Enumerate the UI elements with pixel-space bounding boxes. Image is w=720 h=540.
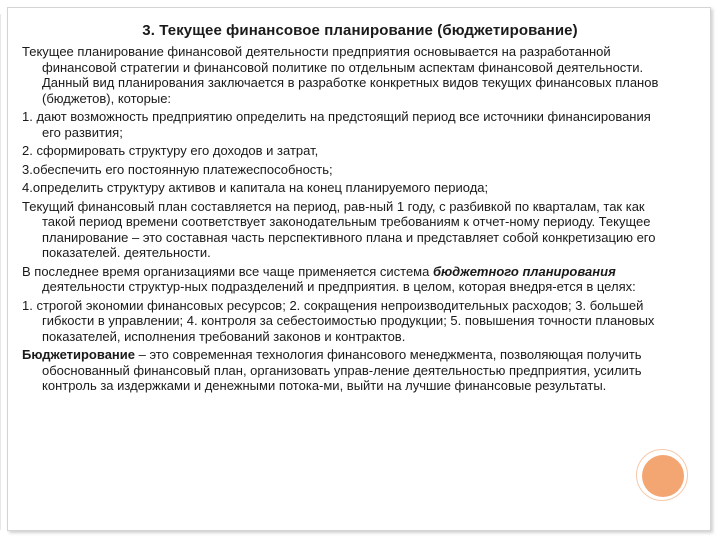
list-item-1: 1. дают возможность предприятию определить на предстоящий период все источники финансирования его развития; — [22, 109, 651, 140]
paragraph-goals-list: 1. строгой экономии финансовых ресурсов; 2. сокращения непроизводительных расходов; 3. большей гибкости в управлении; 4. контроля за себестоимостью продукции; 5. повышения точности плановых показателей, исполнения требований законов и контрактов. — [22, 297, 655, 344]
list-item-3: 3.обеспечить его постоянную платежеспособность; — [22, 161, 333, 177]
budget-system-text-before: В последнее время организациями все чаще применяется система — [22, 263, 433, 279]
list-item-2: 2. сформировать структуру его доходов и затрат, — [22, 143, 319, 158]
budgeting-definition-text: – это современная технология финансового менеджмента, позволяющая получить обоснованный финансовый план, организовать управ-ление деятельностью предприятия, усилить контроль за издержками и денежными потока-ми, выйти на лучшие финансовые результаты. — [42, 347, 642, 393]
budget-system-text-after: деятельности структур-ных подразделений и предприятия. в целом, которая внедря-ется в целях: — [42, 279, 636, 294]
paragraph-current-plan: Текущий финансовый план составляется на период, рав-ный 1 году, с разбивкой по кварталам, так как такой период времени соответствует законодательным требованиям к отчет-ному периоду. Текущее планирование – это составная часть перспективного плана и представляет собой конкретизацию его показателей. деятельности. — [22, 198, 656, 260]
budgeting-term: Бюджетирование — [22, 347, 135, 362]
decorative-orange-circle — [642, 455, 684, 497]
paragraph-budgeting-definition — [22, 347, 672, 394]
paragraph-budget-system — [22, 264, 672, 295]
frame-edge-line — [0, 14, 1, 530]
paragraph-intro: Текущее планирование финансовой деятельности предприятия основывается на разработанной финансовой стратегии и финансовой политике по отдельным аспектам финансовой деятельности. Данный вид планирования заключается в разработке конкретных видов текущих финансовых планов (бюджетов), которые: — [22, 44, 659, 106]
slide-title: 3. Текущее финансовое планирование (бюджетирование) — [142, 22, 578, 39]
slide-body — [22, 44, 672, 397]
budget-planning-term: бюджетного планирования — [432, 263, 616, 279]
list-item-4: 4.определить структуру активов и капитала на конец планируемого периода; — [22, 180, 489, 195]
